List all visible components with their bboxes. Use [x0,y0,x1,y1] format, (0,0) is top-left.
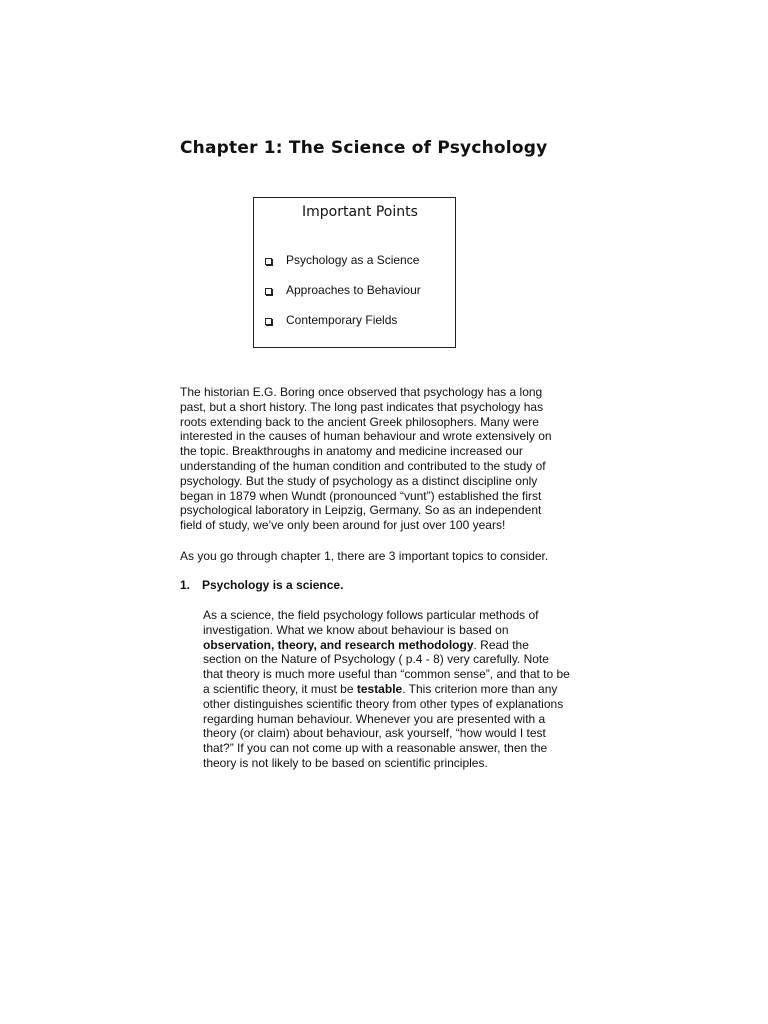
text-run: that theory is much more useful than “common sense”, and that to be [203,667,570,682]
bold-text: observation, theory, and research methodology [203,637,474,652]
text-run: investigation. What we know about behaviour is based on [203,622,509,637]
text-line: The historian E.G. Boring once observed that psychology has a long [180,385,543,399]
text-run: As a science, the field psychology follows particular methods of [203,608,539,622]
section-number: 1. [180,578,191,592]
checkbox-icon [265,318,272,325]
point-label: Contemporary Fields [286,313,398,327]
text-line [203,608,570,623]
text-line: began in 1879 when Wundt (pronounced “vunt”) established the first [180,488,542,503]
important-points-list [265,253,421,343]
text-line [203,741,570,756]
list-item [265,283,421,313]
text-line [203,726,570,741]
text-line [203,682,570,697]
text-run: regarding human behaviour. Whenever you are presented with a [203,711,546,726]
text-line: understanding of the human condition and contributed to the study of [180,458,546,473]
list-item [265,253,421,283]
text-line: field of study, we’ve only been around for just over 100 years! [180,518,506,533]
list-item [265,313,421,343]
text-line [203,623,570,638]
text-run: that?” If you can not come up with a reasonable answer, then the [203,741,548,756]
text-run: section on the Nature of Psychology ( p.4 - 8) very carefully. Note [203,652,549,667]
section-heading [180,578,343,593]
text-run: theory is not likely to be based on scientific principles. [203,755,488,770]
text-line [203,638,570,653]
text-line [203,697,570,712]
bold-text: testable [356,681,403,696]
intro-paragraph [180,385,552,533]
text-run: other distinguishes scientific theory from other types of explanations [203,696,564,711]
point-label: Approaches to Behaviour [286,283,421,297]
section-paragraph [203,608,570,771]
text-line: interested in the causes of human behaviour and wrote extensively on [180,429,552,444]
text-run: . This criterion more than any [402,681,558,696]
checkbox-icon [265,258,272,265]
text-run: . Read the [473,637,529,652]
text-run: a scientific theory, it must be [203,681,357,696]
text-line: past, but a short history. The long past indicates that psychology has [180,399,544,414]
text-line [203,652,570,667]
text-line: the topic. Breakthroughs in anatomy and medicine increased our [180,444,523,459]
text-line: psychological laboratory in Leipzig, Germany. So as an independent [180,503,542,518]
text-line [203,667,570,682]
point-label: Psychology as a Science [286,253,420,267]
checkbox-icon [265,288,272,295]
important-points-heading: Important Points [302,204,418,220]
section-title: Psychology is a science. [202,578,344,592]
text-line: psychology. But the study of psychology as a distinct discipline only [180,473,538,488]
text-line [203,712,570,727]
chapter-title: Chapter 1: The Science of Psychology [180,138,548,158]
text-run: theory (or claim) about behaviour, ask yourself, “how would I test [203,726,546,741]
important-points-box [253,197,456,348]
text-line: roots extending back to the ancient Greek philosophers. Many were [180,414,539,429]
consider-paragraph: As you go through chapter 1, there are 3 important topics to consider. [180,549,549,563]
text-line [203,756,570,771]
